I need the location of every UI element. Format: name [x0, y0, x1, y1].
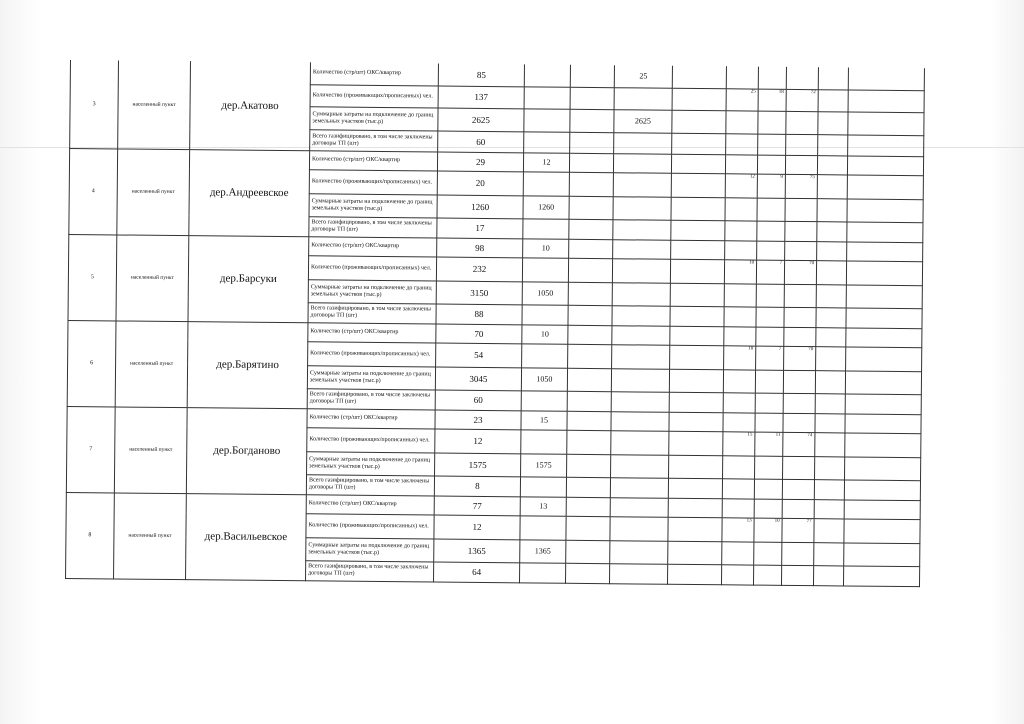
percent-cell [724, 326, 756, 345]
empty-cell [848, 111, 924, 135]
empty-cell [670, 306, 724, 327]
indicator-value: 64 [434, 562, 520, 583]
percent-cell [753, 565, 781, 585]
percent-cell [783, 370, 815, 393]
planned-value [520, 515, 566, 539]
indicator-label: Всего газифицировано, в том числе заключены договоры ТП (шт) [308, 302, 436, 323]
empty-cell [669, 369, 723, 393]
empty-cell [818, 89, 848, 111]
indicator-label: Количество (проживающих/прописанных) чел. [307, 427, 435, 452]
percent-cell [783, 393, 815, 413]
row-number: 7 [66, 406, 115, 492]
actual-value [613, 172, 671, 197]
empty-cell [670, 345, 724, 370]
empty-cell [669, 431, 723, 456]
percent-cell: 9 [757, 174, 785, 198]
planned-value [521, 390, 567, 410]
percent-cell [754, 479, 782, 499]
indicator-value: 29 [437, 152, 523, 172]
percent-cell: 12 [725, 173, 757, 197]
indicator-label: Всего газифицировано, в том числе заключены договоры ТП (шт) [309, 216, 437, 237]
indicator-label: Всего газифицировано, в том числе заключены договоры ТП (шт) [306, 560, 434, 581]
settlement-name: дер.Васильевское [186, 493, 307, 580]
percent-cell [755, 456, 783, 479]
percent-cell [755, 393, 783, 413]
indicator-value: 3045 [435, 367, 521, 391]
settlement-type: населенный пункт [118, 60, 191, 149]
percent-cell: 70 [784, 346, 816, 370]
indicator-label: Количество (стр/шт) ОКС/квартир [309, 236, 437, 256]
indicator-label: Всего газифицировано, в том числе заключены договоры ТП (шт) [307, 388, 435, 409]
percent-cell: 10 [724, 345, 756, 369]
settlement-type: населенный пункт [114, 406, 187, 493]
indicator-value: 17 [437, 218, 523, 239]
indicator-value: 8 [434, 476, 520, 497]
percent-cell [786, 134, 818, 155]
actual-value [613, 153, 671, 173]
percent-cell [784, 327, 816, 346]
indicator-value: 1575 [435, 453, 521, 477]
percent-cell: 7 [756, 346, 784, 370]
empty-cell [816, 260, 846, 284]
percent-cell [786, 67, 818, 89]
empty-cell [846, 260, 922, 285]
empty-cell [848, 89, 924, 112]
empty-cell [814, 479, 844, 499]
empty-cell [568, 344, 612, 368]
row-number: 6 [67, 320, 116, 406]
empty-cell [569, 239, 613, 258]
percent-cell: 10 [754, 518, 782, 542]
empty-cell [570, 132, 614, 153]
settlement-name: дер.Барятино [187, 321, 308, 408]
percent-cell: 72 [786, 89, 818, 111]
empty-cell [815, 432, 845, 456]
planned-value [524, 131, 570, 152]
indicator-value: 70 [436, 324, 522, 344]
empty-cell [668, 498, 722, 518]
percent-cell [781, 565, 813, 585]
indicator-label: Количество (проживающих/прописанных) чел. [308, 255, 436, 280]
empty-cell [569, 172, 613, 196]
percent-cell [784, 284, 816, 307]
planned-value [523, 218, 569, 238]
empty-cell [845, 393, 921, 414]
percent-cell [721, 564, 753, 584]
actual-value [611, 454, 669, 478]
indicator-value: 2625 [438, 108, 524, 132]
indicator-label: Суммарные затраты на подключение до границ земельных участков (тыс.р) [308, 279, 436, 303]
actual-value [610, 516, 668, 541]
planned-value: 10 [522, 324, 568, 343]
empty-cell [567, 454, 611, 477]
empty-cell [817, 241, 847, 260]
indicator-label: Количество (стр/шт) ОКС/квартир [307, 408, 435, 428]
percent-cell [785, 155, 817, 174]
empty-cell [668, 517, 722, 542]
empty-cell [816, 284, 846, 307]
percent-cell [785, 198, 817, 221]
actual-value [610, 477, 668, 498]
percent-cell [756, 307, 784, 327]
empty-cell [566, 497, 610, 516]
empty-cell [567, 368, 611, 391]
empty-cell [847, 174, 923, 199]
planned-value [522, 343, 568, 367]
empty-cell [667, 564, 721, 585]
percent-cell [722, 541, 754, 564]
planned-value [522, 257, 568, 281]
actual-value [610, 497, 668, 517]
percent-cell [754, 542, 782, 565]
indicator-label: Количество (проживающих/прописанных) чел. [306, 513, 434, 538]
settlement-name: дер.Андреевское [189, 149, 310, 236]
table-body [66, 60, 925, 586]
settlement-name: дер.Богданово [186, 407, 307, 494]
empty-cell [846, 327, 922, 347]
empty-cell [847, 241, 923, 261]
percent-cell [755, 370, 783, 393]
percent-cell [722, 498, 754, 517]
empty-cell [847, 198, 923, 222]
empty-cell [570, 65, 614, 87]
empty-cell [813, 565, 843, 585]
percent-cell [754, 499, 782, 518]
empty-cell [814, 499, 844, 518]
indicator-label: Суммарные затраты на подключение до границ земельных участков (тыс.р) [310, 106, 438, 130]
actual-value [612, 258, 670, 283]
settlement-name: дер.Акатово [190, 61, 311, 150]
planned-value [520, 476, 566, 496]
indicator-value: 12 [435, 429, 521, 454]
actual-value: 2625 [614, 109, 672, 133]
indicator-value: 54 [436, 343, 522, 368]
percent-cell [723, 455, 755, 478]
percent-cell [784, 307, 816, 327]
indicator-label: Количество (проживающих/прописанных) чел. [309, 169, 437, 194]
indicator-label: Суммарные затраты на подключение до границ земельных участков (тыс.р) [309, 193, 437, 217]
indicator-value: 137 [438, 86, 524, 109]
empty-cell [670, 326, 724, 346]
indicator-value: 3150 [436, 281, 522, 305]
empty-cell [568, 258, 612, 282]
empty-cell [814, 518, 844, 542]
indicator-value: 20 [437, 171, 523, 196]
percent-cell [782, 479, 814, 499]
planned-value [521, 429, 567, 453]
percent-cell [755, 413, 783, 432]
percent-cell [756, 327, 784, 346]
indicator-label: Всего газифицировано, в том числе заключены договоры ТП (шт) [310, 129, 438, 151]
planned-value [524, 108, 570, 131]
settlement-type: населенный пункт [117, 148, 190, 235]
empty-cell [669, 412, 723, 432]
percent-cell [758, 67, 786, 89]
percent-cell [723, 392, 755, 412]
empty-cell [846, 307, 922, 328]
actual-value [613, 239, 671, 259]
empty-cell [566, 563, 610, 583]
actual-value [613, 219, 671, 240]
empty-cell [847, 155, 923, 175]
empty-cell [816, 346, 846, 370]
empty-cell [569, 153, 613, 172]
percent-cell [786, 111, 818, 134]
planned-value [524, 64, 570, 86]
actual-value [610, 540, 668, 564]
actual-value [611, 368, 669, 392]
planned-value: 1260 [523, 195, 569, 218]
empty-cell [848, 134, 924, 156]
empty-cell [845, 370, 921, 394]
empty-cell [845, 432, 921, 457]
planned-value: 15 [521, 410, 567, 429]
empty-cell [568, 282, 612, 305]
empty-cell [671, 154, 725, 174]
percent-cell [726, 133, 758, 154]
planned-value: 13 [520, 496, 566, 515]
percent-cell: 13 [722, 517, 754, 541]
empty-cell [668, 478, 722, 499]
percent-cell: 70 [784, 260, 816, 284]
empty-cell [816, 307, 846, 327]
actual-value [611, 411, 669, 431]
settlement-type: населенный пункт [114, 492, 187, 579]
planned-value: 1050 [521, 367, 567, 390]
percent-cell [758, 134, 786, 155]
empty-cell [567, 430, 611, 454]
empty-cell [568, 305, 612, 325]
empty-cell [846, 284, 922, 308]
planned-value: 1365 [520, 539, 566, 562]
percent-cell [757, 241, 785, 260]
row-number: 5 [68, 234, 117, 320]
actual-value [611, 430, 669, 455]
percent-cell [785, 241, 817, 260]
indicator-value: 232 [436, 257, 522, 282]
percent-cell [783, 413, 815, 432]
empty-cell [570, 87, 614, 109]
percent-cell [782, 499, 814, 518]
empty-cell [570, 109, 614, 132]
planned-value: 12 [523, 152, 569, 171]
empty-cell [567, 391, 611, 411]
planned-value: 1050 [522, 281, 568, 304]
empty-cell [568, 325, 612, 344]
actual-value [611, 391, 669, 412]
indicator-value: 60 [435, 390, 521, 411]
percent-cell [785, 221, 817, 241]
empty-cell [817, 221, 847, 241]
percent-cell [725, 220, 757, 240]
percent-cell: 25 [726, 88, 758, 110]
actual-value [612, 282, 670, 306]
empty-cell [814, 542, 844, 565]
empty-cell [817, 155, 847, 174]
empty-cell [566, 516, 610, 540]
percent-cell [725, 154, 757, 173]
indicator-label: Количество (стр/шт) ОКС/квартир [310, 62, 438, 85]
percent-cell: 75 [785, 174, 817, 198]
percent-cell: 10 [724, 259, 756, 283]
percent-cell [725, 240, 757, 259]
empty-cell [844, 518, 920, 543]
empty-cell [815, 370, 845, 393]
indicator-label: Суммарные затраты на подключение до границ земельных участков (тыс.р) [306, 537, 434, 561]
indicator-label: Суммарные затраты на подключение до границ земельных участков (тыс.р) [307, 451, 435, 475]
planned-value [520, 562, 566, 582]
empty-cell [671, 240, 725, 260]
empty-cell [566, 477, 610, 497]
actual-value [613, 196, 671, 220]
empty-cell [818, 134, 848, 155]
percent-cell [756, 284, 784, 307]
percent-cell [782, 542, 814, 565]
empty-cell [672, 133, 726, 155]
empty-cell [844, 479, 920, 500]
indicator-value: 85 [438, 64, 524, 87]
empty-cell [817, 174, 847, 198]
percent-cell [726, 66, 758, 88]
empty-cell [815, 413, 845, 432]
percent-cell [783, 456, 815, 479]
empty-cell [848, 67, 924, 90]
empty-cell [847, 221, 923, 242]
indicator-value: 1365 [434, 539, 520, 563]
empty-cell [818, 111, 848, 134]
indicator-value: 98 [437, 238, 523, 258]
planned-value [522, 304, 568, 324]
empty-cell [845, 456, 921, 480]
empty-cell [816, 327, 846, 346]
empty-cell [818, 67, 848, 89]
settlement-name: дер.Барсуки [188, 235, 309, 322]
percent-cell [724, 283, 756, 306]
percent-cell [722, 478, 754, 498]
empty-cell [846, 346, 922, 371]
indicator-value: 1260 [437, 195, 523, 219]
actual-value [612, 305, 670, 326]
empty-cell [669, 455, 723, 479]
percent-cell [725, 197, 757, 220]
empty-cell [668, 541, 722, 565]
actual-value [612, 344, 670, 369]
indicator-label: Количество (стр/шт) ОКС/квартир [308, 322, 436, 342]
indicator-label: Количество (проживающих/прописанных) чел. [308, 341, 436, 366]
actual-value [614, 87, 672, 110]
row-number: 4 [69, 148, 118, 234]
indicator-value: 60 [438, 131, 524, 153]
gasification-table [65, 60, 925, 587]
empty-cell [569, 219, 613, 239]
empty-cell [671, 173, 725, 198]
empty-cell [672, 66, 726, 89]
indicator-value: 23 [435, 410, 521, 430]
actual-value [612, 325, 670, 345]
percent-cell [758, 111, 786, 134]
indicator-label: Суммарные затраты на подключение до границ земельных участков (тыс.р) [307, 365, 435, 389]
settlement-type: населенный пункт [116, 234, 189, 321]
planned-value [523, 171, 569, 195]
row-number: 3 [70, 60, 119, 148]
indicator-label: Количество (стр/шт) ОКС/квартир [309, 150, 437, 170]
percent-cell [757, 198, 785, 221]
actual-value [614, 132, 672, 154]
percent-cell: 18 [758, 89, 786, 111]
indicator-label: Количество (проживающих/прописанных) чел. [310, 84, 438, 107]
percent-cell: 74 [783, 432, 815, 456]
indicator-value: 12 [434, 515, 520, 540]
actual-value: 25 [614, 65, 672, 88]
percent-cell [757, 155, 785, 174]
row-number: 8 [66, 492, 115, 578]
empty-cell [671, 197, 725, 221]
indicator-value: 88 [436, 304, 522, 325]
percent-cell [724, 306, 756, 326]
empty-cell [672, 110, 726, 134]
settlement-type: населенный пункт [115, 320, 188, 407]
empty-cell [669, 392, 723, 413]
empty-cell [844, 542, 920, 566]
indicator-value: 77 [434, 496, 520, 516]
empty-cell [670, 283, 724, 307]
percent-cell [726, 110, 758, 133]
percent-cell [723, 412, 755, 431]
empty-cell [566, 540, 610, 563]
indicator-label: Количество (стр/шт) ОКС/квартир [306, 494, 434, 514]
empty-cell [845, 413, 921, 433]
empty-cell [815, 393, 845, 413]
percent-cell: 7 [756, 260, 784, 284]
planned-value [524, 86, 570, 108]
percent-cell: 11 [755, 432, 783, 456]
planned-value: 10 [523, 238, 569, 257]
actual-value [610, 563, 668, 584]
planned-value: 1575 [521, 453, 567, 476]
empty-cell [671, 220, 725, 241]
empty-cell [567, 411, 611, 430]
percent-cell: 77 [782, 518, 814, 542]
indicator-label: Всего газифицировано, в том числе заключены договоры ТП (шт) [306, 474, 434, 495]
empty-cell [843, 565, 919, 586]
empty-cell [817, 198, 847, 221]
percent-cell [723, 369, 755, 392]
empty-cell [815, 456, 845, 479]
empty-cell [670, 259, 724, 284]
percent-cell: 15 [723, 431, 755, 455]
empty-cell [672, 88, 726, 111]
empty-cell [569, 196, 613, 219]
empty-cell [844, 499, 920, 519]
percent-cell [757, 221, 785, 241]
